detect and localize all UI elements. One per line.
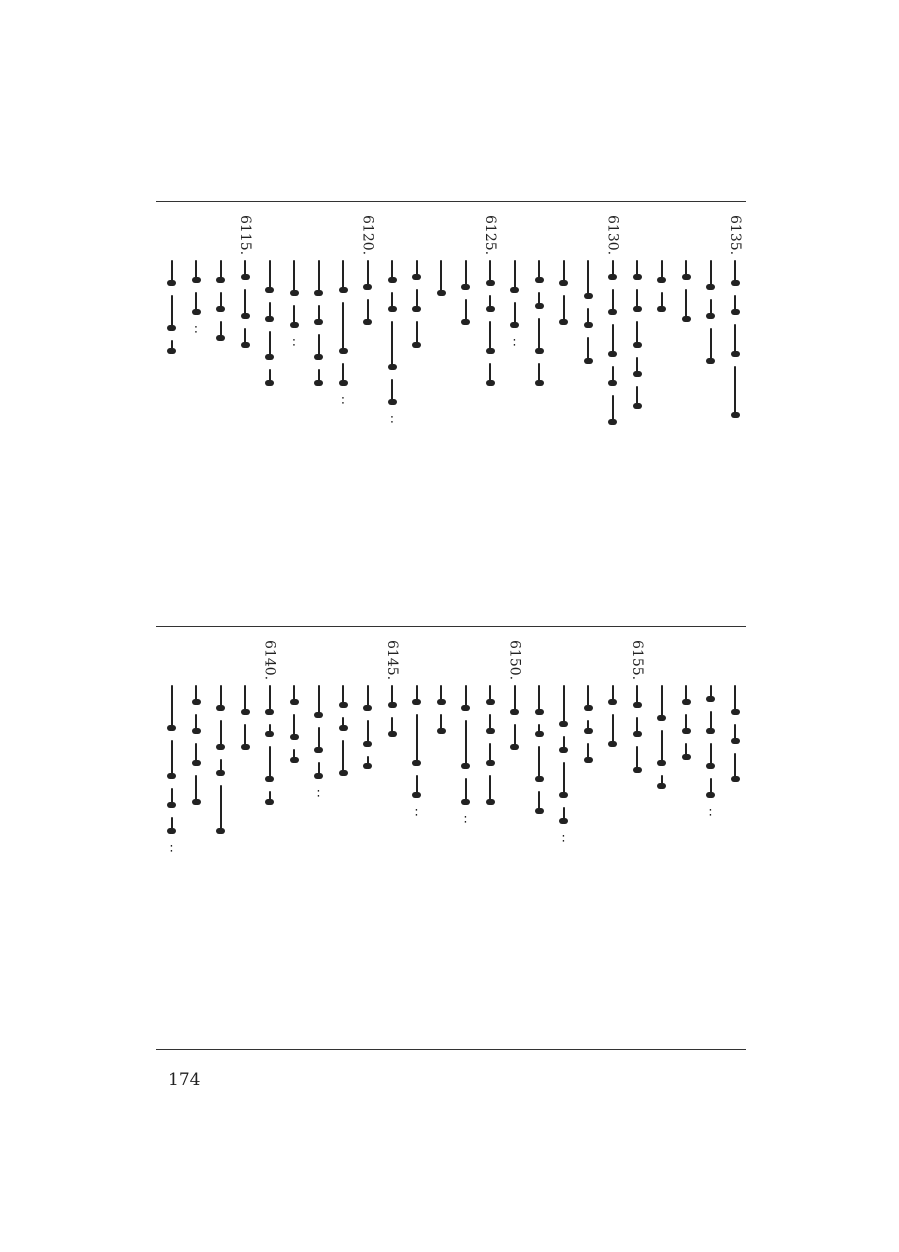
mongolian-script-line xyxy=(164,685,180,856)
mongolian-script-line xyxy=(605,260,621,429)
verse-end-mark: ∶ xyxy=(390,413,394,429)
verse-column xyxy=(210,640,232,1030)
mongolian-script-line xyxy=(482,260,498,390)
verse-column xyxy=(210,215,232,605)
verse-column xyxy=(553,215,575,605)
verse-column xyxy=(381,640,403,1030)
top-rule xyxy=(156,201,746,202)
verse-column xyxy=(161,640,183,1030)
mongolian-script-line xyxy=(556,260,572,329)
verse-column xyxy=(406,640,428,1030)
verse-column xyxy=(504,215,526,605)
mongolian-script-line xyxy=(286,260,302,350)
mongolian-script-line xyxy=(237,260,253,352)
verse-end-mark: ∶ xyxy=(194,323,198,339)
mongolian-script-line xyxy=(654,260,670,316)
mongolian-script-line xyxy=(188,260,204,337)
verse-column xyxy=(504,640,526,1030)
mongolian-script-line xyxy=(482,685,498,809)
mongolian-script-line xyxy=(311,685,327,801)
mongolian-script-line xyxy=(262,685,278,809)
mongolian-script-line xyxy=(580,260,596,368)
verse-end-mark: ∶ xyxy=(708,806,713,822)
verse-column xyxy=(455,215,477,605)
verse-column xyxy=(185,215,207,605)
mongolian-script-line xyxy=(164,260,180,358)
mongolian-script-line xyxy=(213,685,229,838)
verse-end-mark: ∶ xyxy=(341,393,345,409)
mongolian-script-line xyxy=(409,260,425,352)
line-number: 6150. xyxy=(506,640,523,681)
mongolian-script-line xyxy=(703,260,719,368)
mongolian-script-line xyxy=(654,685,670,793)
line-number: 6115. xyxy=(237,215,253,256)
mongolian-script-line xyxy=(384,260,400,427)
line-number: 6145. xyxy=(384,640,400,681)
verse-column xyxy=(602,215,624,605)
page-number: 174 xyxy=(168,1070,201,1090)
verse-end-mark: ∶ xyxy=(414,806,419,822)
verse-column xyxy=(479,215,501,605)
mongolian-script-line xyxy=(262,260,278,390)
mongolian-script-line xyxy=(335,685,351,780)
mongolian-script-line xyxy=(335,260,351,408)
verse-column xyxy=(308,640,330,1030)
verse-column xyxy=(283,215,305,605)
verse-column xyxy=(234,640,256,1030)
mongolian-script-line xyxy=(678,685,694,764)
mongolian-script-line xyxy=(531,685,547,818)
mongolian-script-line xyxy=(605,685,621,751)
verse-end-mark: ∶ xyxy=(512,336,517,352)
verse-column xyxy=(406,215,428,605)
verse-column xyxy=(602,640,624,1030)
line-number: 6135. xyxy=(727,215,743,256)
verse-column xyxy=(675,640,697,1030)
mongolian-script-line xyxy=(531,260,547,390)
verse-column xyxy=(626,215,648,605)
verse-column xyxy=(283,640,305,1030)
verse-column xyxy=(528,640,550,1030)
verse-column xyxy=(234,215,256,605)
mongolian-script-line xyxy=(727,685,743,786)
line-number: 6120. xyxy=(359,215,376,256)
mongolian-script-line xyxy=(580,685,596,767)
verse-column xyxy=(259,215,281,605)
verse-column xyxy=(430,640,452,1030)
verse-column xyxy=(430,215,452,605)
mongolian-script-line xyxy=(507,685,523,754)
verse-column xyxy=(357,215,379,605)
verse-column xyxy=(651,640,673,1030)
mongolian-script-line xyxy=(360,260,376,329)
verse-end-mark: ∶ xyxy=(169,841,174,857)
mongolian-script-line xyxy=(433,685,449,738)
mongolian-script-line xyxy=(384,685,400,741)
verse-column xyxy=(577,215,599,605)
verse-column xyxy=(455,640,477,1030)
mongolian-script-line xyxy=(458,260,474,329)
verse-column xyxy=(675,215,697,605)
mongolian-script-line xyxy=(237,685,253,754)
verse-column xyxy=(724,640,746,1030)
line-number: 6155. xyxy=(629,640,645,681)
line-number: 6130. xyxy=(604,215,621,256)
line-number: 6125. xyxy=(482,215,498,256)
verse-section-bottom xyxy=(156,640,746,1040)
bottom-rule xyxy=(156,1049,746,1050)
verse-section-top xyxy=(156,215,746,615)
mongolian-script-line xyxy=(678,260,694,326)
line-number: 6140. xyxy=(261,640,278,681)
mongolian-script-line xyxy=(188,685,204,809)
verse-column xyxy=(626,640,648,1030)
verse-column xyxy=(651,215,673,605)
mongolian-script-line xyxy=(433,260,449,300)
verse-column xyxy=(577,640,599,1030)
middle-rule xyxy=(156,626,746,627)
verse-column xyxy=(185,640,207,1030)
verse-column xyxy=(700,215,722,605)
mongolian-script-line xyxy=(409,685,425,820)
mongolian-script-line xyxy=(507,260,523,350)
verse-column xyxy=(724,215,746,605)
verse-column xyxy=(528,215,550,605)
verse-column xyxy=(259,640,281,1030)
verse-column xyxy=(161,215,183,605)
mongolian-script-line xyxy=(458,685,474,827)
mongolian-script-line xyxy=(727,260,743,422)
mongolian-script-line xyxy=(703,685,719,820)
verse-end-mark: ∶ xyxy=(316,786,321,802)
verse-column xyxy=(332,215,354,605)
mongolian-script-line xyxy=(360,685,376,773)
verse-column xyxy=(479,640,501,1030)
mongolian-script-line xyxy=(286,685,302,767)
verse-end-mark: ∶ xyxy=(561,831,566,847)
verse-column xyxy=(357,640,379,1030)
verse-column xyxy=(332,640,354,1030)
mongolian-script-line xyxy=(311,260,327,390)
verse-column xyxy=(553,640,575,1030)
verse-column xyxy=(308,215,330,605)
verse-column xyxy=(700,640,722,1030)
verse-column xyxy=(381,215,403,605)
mongolian-script-line xyxy=(556,685,572,846)
mongolian-script-line xyxy=(213,260,229,345)
mongolian-script-line xyxy=(629,260,645,413)
verse-end-mark: ∶ xyxy=(292,336,296,352)
verse-end-mark: ∶ xyxy=(463,812,468,828)
mongolian-script-line xyxy=(629,685,645,777)
